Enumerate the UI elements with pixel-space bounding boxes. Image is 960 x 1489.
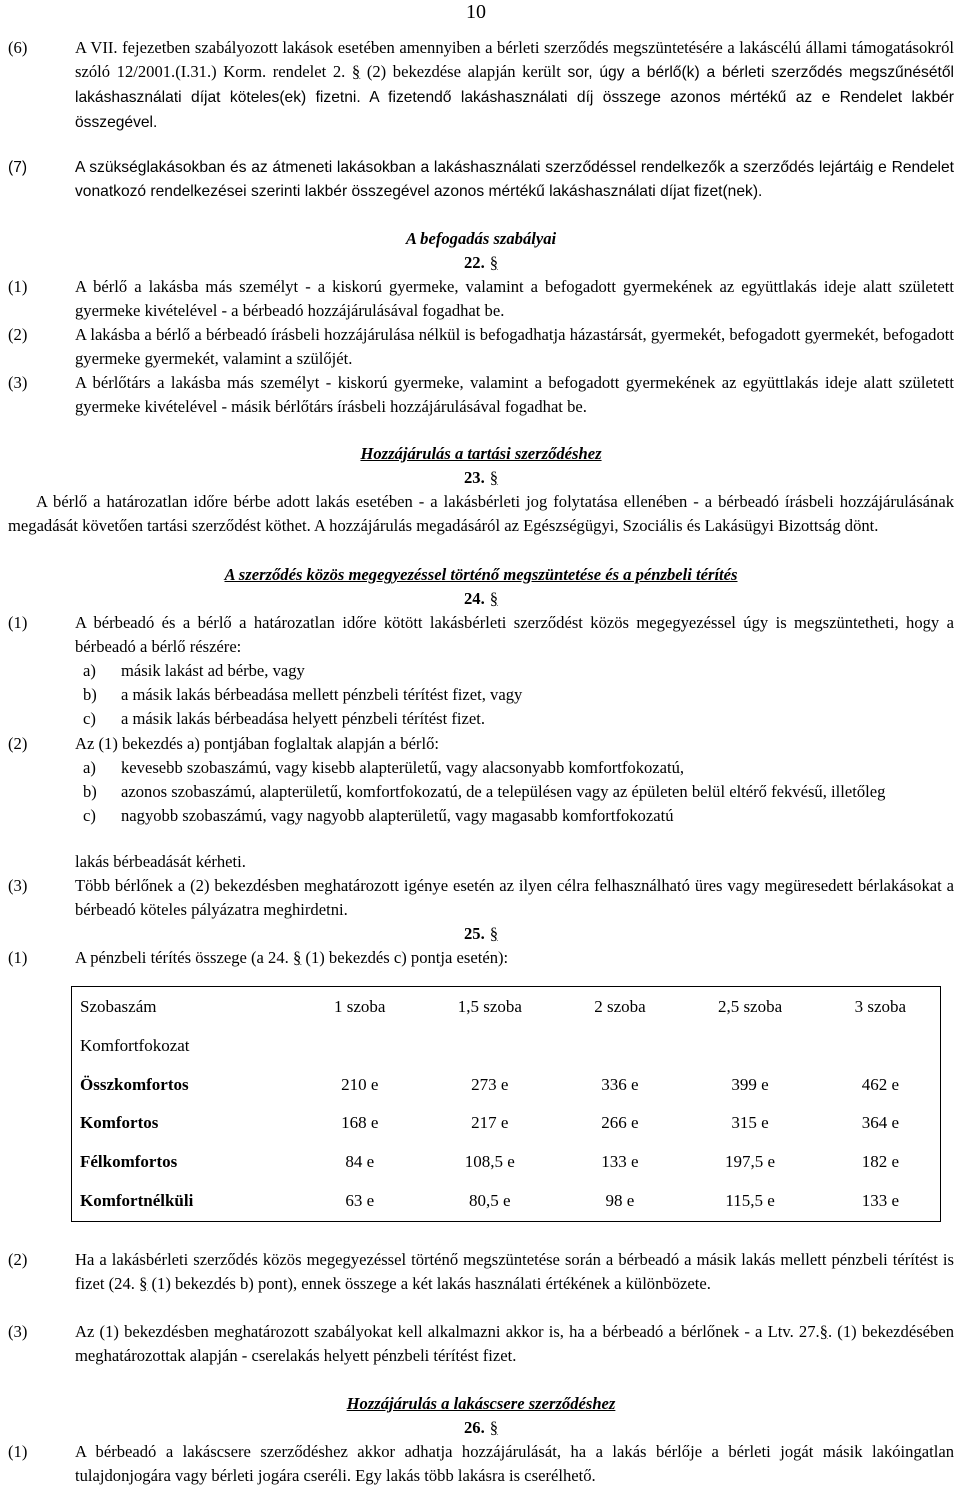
paragraph-22-3 — [8, 371, 954, 419]
table-header-cell: 1,5 szoba — [457, 996, 522, 1016]
table-cell: 182 e — [861, 1152, 899, 1172]
table-cell: 84 e — [345, 1152, 375, 1172]
paragraph-text: Ha a lakásbérleti szerződés közös megegyezéssel történő megszüntetése során a bérbeadó a másik lakás mellett pénzbeli térítést is fizet (24. — [75, 1250, 954, 1293]
section-sign: § — [489, 589, 499, 608]
table-cell: 399 e — [731, 1074, 769, 1094]
table-cell: 273 e — [471, 1074, 509, 1094]
section-sign: § — [489, 468, 499, 487]
paragraph-24-2 — [8, 732, 954, 756]
heading-kozos: A szerződés közös megegyezéssel történő megszüntetése és a pénzbeli térítés — [224, 565, 738, 584]
section-sign: § — [292, 948, 302, 967]
paragraph-number: (1) — [8, 277, 28, 296]
paragraph-text: Az (1) bekezdés a) pontjában foglaltak alapján a bérlő: — [75, 734, 439, 753]
table-cell: 133 e — [861, 1191, 899, 1211]
paragraph-number: (2) — [8, 1250, 28, 1269]
table-row — [72, 1065, 941, 1104]
table-row — [72, 1143, 941, 1182]
table-cell: 133 e — [601, 1152, 639, 1172]
paragraph-text: Az (1) bekezdésben meghatározott szabályokat kell alkalmazni akkor is, ha a bérbeadó a bérlőnek - a Ltv. 27. — [75, 1322, 820, 1341]
section-23-text: A bérlő a határozatlan időre bérbe adott lakás esetében - a lakásbérleti jog folytatása ellenében - a bérbeadó írásbeli hozzájárulásának megadását követően tartási szerződést köthet. A hozzájárulás megadásáról az Egészségügyi, Szociális és Lakásügyi Bizottság dönt. — [8, 492, 954, 535]
section-23: 23. § — [463, 468, 499, 487]
table-header-row — [72, 987, 941, 1027]
section-sign: § — [489, 924, 499, 943]
table-cell: 217 e — [471, 1113, 509, 1133]
list-item: c) nagyobb szobaszámú, vagy nagyobb alapterületű, vagy magasabb komfortfokozatú — [83, 806, 674, 825]
list-item: a) másik lakást ad bérbe, vagy — [83, 661, 305, 680]
section-22: 22. § — [463, 253, 499, 272]
paragraph-text-sans: sor, úgy a bérlő(k) a bérleti szerződés megszűnésétől lakáshasználati díjat köteles(ek) fizetni. A fizetendő lakáshasználati díj összege azonos mértékű az e Rendelet lakbér összegével. — [75, 64, 954, 131]
table-header-cell: 3 szoba — [854, 996, 907, 1016]
table-cell: 364 e — [861, 1113, 899, 1133]
section-24: 24. § — [463, 589, 499, 608]
table-cell: 63 e — [345, 1191, 375, 1211]
list-item: a) kevesebb szobaszámú, vagy kisebb alapterületű, vagy alacsonyabb komfortfokozatú, — [83, 758, 685, 777]
table-row-label: Összkomfortos — [80, 1074, 189, 1094]
paragraph-25-2 — [8, 1248, 954, 1296]
paragraph-text: A szükséglakásokban és az átmeneti lakásokban a lakáshasználati szerződéssel rendelkezők a szerződés lejártáig e Rendelet vonatkozó rendelkezései szerinti lakbér összegével azonos mértékű lakáshasználati díjat fizet(nek). — [75, 159, 954, 200]
paragraph-text: Több bérlőnek a (2) bekezdésben meghatározott igénye esetén az ilyen célra felhasználható üres vagy megüresedett bérlakásokat a bérbeadó köteles pályázatra meghirdetni. — [75, 876, 954, 919]
table-subheader-row — [72, 1026, 941, 1065]
table-header-cell: Szobaszám — [80, 996, 157, 1016]
paragraph-number: (3) — [8, 876, 28, 895]
table-cell: 336 e — [601, 1074, 639, 1094]
section-sign: § — [819, 1322, 828, 1341]
paragraph-22-2 — [8, 323, 954, 371]
table-cell: 210 e — [341, 1074, 379, 1094]
paragraph-text: A bérlő a lakásba más személyt - a kiskorú gyermeke, valamint a befogadott gyermekének az együttlakás ideje alatt született gyermeke kivételével - a bérbeadó hozzájárulásával fogadhat be. — [75, 277, 954, 320]
table-cell: 108,5 e — [464, 1152, 515, 1172]
table-cell: 315 e — [731, 1113, 769, 1133]
paragraph-text: A bérlőtárs a lakásba más személyt - kiskorú gyermeke, valamint a befogadott gyermekének az együttlakás ideje alatt született gyermeke kivételével - másik bérlőtárs írásbeli hozzájárulásával fogadhat be. — [75, 373, 954, 416]
paragraph-26-1 — [8, 1440, 954, 1488]
paragraph-number: (3) — [8, 1322, 28, 1341]
section-25: 25. § — [463, 924, 499, 943]
list-item: b) azonos szobaszámú, alapterületű, komfortfokozatú, de a településen vagy az épületen belül eltérő fekvésű, illetőleg — [83, 782, 886, 801]
paragraph-number: (3) — [8, 373, 28, 392]
paragraph-text: A pénzbeli térítés összege (a 24. — [75, 948, 289, 967]
list-item: c) a másik lakás bérbeadása helyett pénzbeli térítést fizet. — [83, 709, 485, 728]
paragraph-6 — [8, 36, 954, 135]
paragraph-24-2-end: lakás bérbeadását kérheti. — [75, 852, 246, 871]
list-item: b) a másik lakás bérbeadása mellett pénzbeli térítést fizet, vagy — [83, 685, 523, 704]
paragraph-number: (7) — [8, 159, 28, 176]
paragraph-24-1 — [8, 611, 954, 659]
paragraph-number: (6) — [8, 38, 28, 57]
paragraph-text: A VII. fejezetben szabályozott lakások esetében amennyiben a bérleti szerződés megszüntetésére a lakáscélú állami támogatásokról szóló 12/2001.(I.31.) Korm. rendelet 2. — [75, 38, 954, 81]
paragraph-25-1 — [8, 946, 954, 970]
list-24-2 — [8, 756, 954, 828]
table-row — [72, 1182, 941, 1222]
paragraph-number: (1) — [8, 613, 28, 632]
paragraph-text: A bérbeadó és a bérlő a határozatlan időre kötött lakásbérleti szerződést közös megegyezéssel úgy is megszüntetheti, hogy a bérbeadó a bérlő részére: — [75, 613, 954, 656]
section-sign: § — [489, 1418, 499, 1437]
table-header-cell: 2 szoba — [594, 996, 646, 1016]
table-cell: 115,5 e — [725, 1191, 775, 1211]
table-header-cell: 2,5 szoba — [717, 996, 783, 1016]
paragraph-24-3 — [8, 874, 954, 922]
heading-tartasi: Hozzájárulás a tartási szerződéshez — [360, 444, 602, 463]
paragraph-25-3 — [8, 1320, 954, 1368]
table-cell: 462 e — [861, 1074, 899, 1094]
paragraph-text: A lakásba a bérlő a bérbeadó írásbeli hozzájárulása nélkül is befogadhatja házastársát, gyermekét, befogadott gyermekét, befogadott gyermeke gyermekét, valamint a szülőjét. — [75, 325, 954, 368]
table-cell: 80,5 e — [469, 1191, 511, 1211]
paragraph-number: (1) — [8, 1442, 28, 1461]
section-sign: § — [351, 62, 361, 81]
paragraph-text: . (1) bekezdésében meghatározottak alapján - cserelakás helyett pénzbeli térítést fizet. — [75, 1322, 954, 1365]
table-cell: 98 e — [605, 1191, 635, 1211]
section-26: 26. § — [463, 1418, 499, 1437]
table-row-label: Komfortnélküli — [80, 1191, 194, 1211]
section-sign: § — [139, 1274, 148, 1293]
heading-befogadas: A befogadás szabályai — [405, 229, 557, 248]
paragraph-number: (2) — [8, 325, 28, 344]
heading-lakascsere: Hozzájárulás a lakáscsere szerződéshez — [346, 1394, 616, 1413]
rent-table — [71, 986, 941, 1222]
table-cell: 197,5 e — [725, 1152, 776, 1172]
paragraph-22-1 — [8, 275, 954, 323]
table-row-label: Félkomfortos — [80, 1152, 178, 1172]
table-subheader-cell: Komfortfokozat — [80, 1035, 190, 1055]
table-header-cell: 1 szoba — [333, 996, 386, 1016]
table-row-label: Komfortos — [80, 1113, 159, 1133]
page-number: 10 — [466, 1, 486, 23]
section-sign: § — [489, 253, 499, 272]
paragraph-text: (1) bekezdés c) pontja esetén): — [305, 948, 509, 967]
paragraph-text: (2) bekezdése alapján került — [366, 62, 561, 81]
table-cell: 266 e — [601, 1113, 639, 1133]
paragraph-text: A bérbeadó a lakáscsere szerződéshez akkor adhatja hozzájárulását, ha a lakás bérlője a bérleti jogát másik lakóingatlan tulajdonjogára vagy bérleti jogára cseréli. Egy lakás több lakásra is cserélhető. — [75, 1442, 954, 1485]
paragraph-number: (2) — [8, 734, 28, 753]
paragraph-text: (1) bekezdés b) pont), ennek összege a két lakás használati értékének a különbözete. — [151, 1274, 711, 1293]
table-cell: 168 e — [341, 1113, 379, 1133]
table-row — [72, 1104, 941, 1143]
paragraph-7 — [8, 156, 954, 204]
list-24-1 — [8, 659, 954, 731]
paragraph-number: (1) — [8, 948, 28, 967]
